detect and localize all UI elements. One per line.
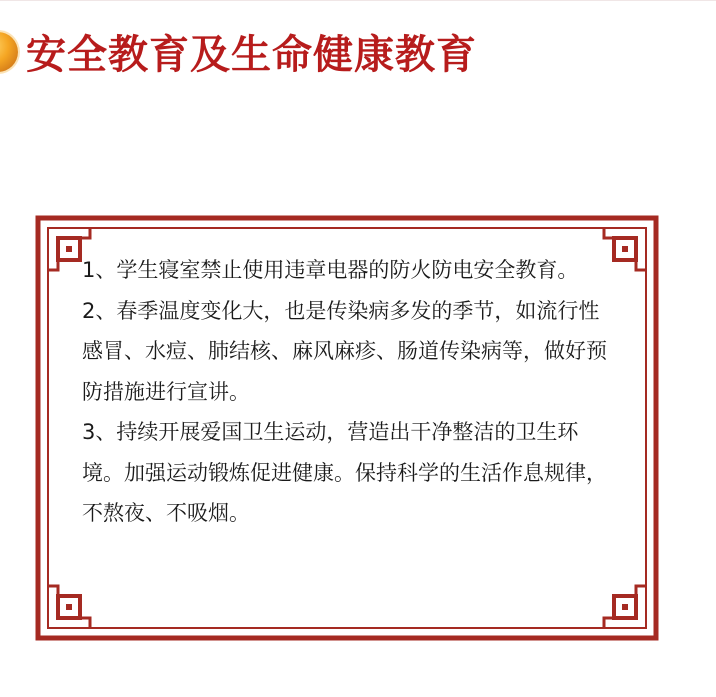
paragraph-2: 2、春季温度变化大，也是传染病多发的季节，如流行性感冒、水痘、肺结核、麻风麻疹、肠道传染病等，做好预防措施进行宣讲。 [82,298,607,404]
top-divider [0,0,716,5]
corner-ornament-bottom-left [38,586,90,638]
paragraph-3: 3、持续开展爱国卫生运动，营造出干净整洁的卫生环境。加强运动锻炼促进健康。保持科学的生活作息规律，不熬夜、不吸烟。 [82,420,607,525]
corner-ornament-bottom-right [604,586,656,638]
notice-content [82,250,616,534]
title-bullet-icon [0,32,18,72]
page-title: 安全教育及生命健康教育 [26,31,477,78]
paragraph-1: 1、学生寝室禁止使用违章电器的防火防电安全教育。 [82,258,579,282]
